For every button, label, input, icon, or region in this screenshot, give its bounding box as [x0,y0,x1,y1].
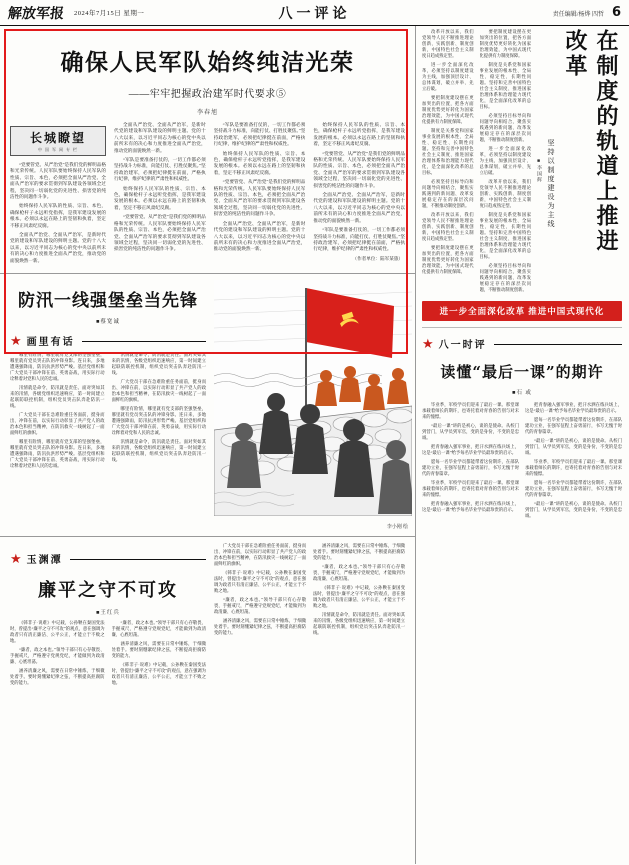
publication-date: 2024年7月15日 星期一 [74,10,145,17]
yuyuantan-col-2: “廉者，政之本也。”领导干部只有心存敬畏、手握戒尺，严格遵守党规党纪，才能做到为政清廉、心底坦荡。 涵养清廉之风，需要在日常中锤炼，于细微处着手。要时刻绷紧纪律之弦，不断提高拒腐防变的能力。 《韩非子·说难》中记载，公孙鞅在秦国变法时，曾提出“廉平之守不可攻”的观点，意在强调为政者只有清正廉洁、公平公正，才能立于不败之地。 [111,620,206,686]
flood-col-2: 汛情就是命令，防汛就是责任。面对突如其来的汛情，各级党组织迅速响应，第一时间建立起联防联控机制，组织党员突击队奔赴防汛一线。 广大党员干部在急难险重任务面前，挺身而出、冲锋在前，以实际行动彰显了共产党人的政治本色和担当精神，在防汛救灾一线树起了一面面鲜红的旗帜。 哪里有险情，哪里就有党支部的坚强堡垒，哪里就有党员突击队的冲锋身影。连日来，多地遭遇强降雨，防汛抗洪形势严峻。基层党组织和广大党员干部冲锋在前、英勇奋战，用实际行动诠释着对党和人民的忠诚。 汛情就是命令，防汛就是责任。面对突如其来的汛情，各级党组织迅速响应，第一时间建立起联防联控机制，组织党员突击队奔赴防汛一线。 [111,352,206,463]
page-body [0,26,629,864]
lead-subheadline: ——牢牢把握政治建军时代要求⑤ [128,89,287,100]
lead-signature: （作者单位：陆军某旅） [352,255,404,261]
lead-col-4: 始终保持人民军队的性质、宗旨、本色，确保枪杆子永远听党指挥，是我军建设发展的根本。必须以永远在路上的坚韧和执着，坚定不移正风肃纪反腐。 “党要管党、从严治党”是我们党的鲜明品格和光荣传统。人民军队要始终保持人民军队的性质、宗旨、本色，必须把全面从严治党、全面从严治军的要求贯彻到军队建设各领域全过程，坚决同一切弱化党的先进性、损害党的纯洁性的问题作斗争。 全面从严治党、全面从严治军，是新时代党的建设和军队建设的鲜明主题。党的十八大以来，以习近平同志为核心的党中央以前所未有的决心和力度推进全面从严治党，推动党的面貌焕然一新。 “军队是要准备打仗的，一切工作都必须坚持战斗力标准，向能打仗、打胜仗聚焦。”坚持政治建军，必须把纪律挺在前面，严格执行纪律，维护纪律的严肃性和权威性。 （作者单位：陆军某旅） [313,122,406,261]
bayi-byline: ■石 或 [512,390,532,396]
star-icon: ★ [10,333,22,349]
right-column [416,26,628,864]
campaign-banner: 进一步全面深化改革 推进中国式现代化 [422,301,622,321]
lead-article [0,26,415,267]
bayi-headline: 读懂“最后一课”的期许 [440,363,604,381]
left-column [0,26,416,864]
bayi-commentary-header [422,336,622,351]
yuyuantan-byline: ■王红兵 [96,610,120,617]
yuyuantan-article [0,537,415,689]
newspaper-logo: 解放军报 [7,5,65,22]
reform-subheadline: 坚持以制度建设为主线 [547,139,555,229]
illustration-block [214,280,412,530]
column-brand-box [10,126,106,156]
masthead [0,0,629,26]
flood-illustration [214,280,412,516]
divider-right [422,327,622,328]
picture-column-header [10,333,206,348]
masthead-right [553,5,621,20]
lead-col-2: 全面从严治党、全面从严治军，是新时代党的建设和军队建设的鲜明主题。党的十八大以来，以习近平同志为核心的党中央以前所未有的决心和力度推进全面从严治党，推动党的面貌焕然一新。 “军队是要准备打仗的，一切工作都必须坚持战斗力标准，向能打仗、打胜仗聚焦。”坚持政治建军，必须把纪律挺在前面，严格执行纪律，维护纪律的严肃性和权威性。 始终保持人民军队的性质、宗旨、本色，确保枪杆子永远听党指挥，是我军建设发展的根本。必须以永远在路上的坚韧和执着，坚定不移正风肃纪反腐。 “党要管党、从严治党”是我们党的鲜明品格和光荣传统。人民军队要始终保持人民军队的性质、宗旨、本色，必须把全面从严治党、全面从严治军的要求贯彻到军队建设各领域全过程，坚决同一切弱化党的先进性、损害党的纯洁性的问题作斗争。 [114,122,206,252]
header-rule [494,343,622,345]
reform-byline: ■李国辉 [536,159,541,183]
flood-byline: ■蔡宽诚 [96,319,120,326]
bayi-col-1: 毕业季，军校学员们迎来了最后一课。那堂课承载着师长的期许，也寄托着对青春的告别与对未来的憧憬。 “最后一课”讲的是初心，谈的是使命。从校门到营门，从学员到军官，变的是身份，不变的是忠诚。 把青春融入强军事业，把汗水洒在练兵场上，这是“最后一课”给予每名毕业学员最珍贵的启示。 愿每一名毕业学员都能带着这份期许，在部队建功立业，在强军征程上奋勇前行，书写无愧于时代的青春篇章。 毕业季，军校学员们迎来了最后一课。那堂课承载着师长的期许，也寄托着对青春的告别与对未来的憧憬。 把青春融入强军事业，把汗水洒在练兵场上，这是“最后一课”给予每名毕业学员最珍贵的启示。 [422,402,519,512]
reform-article-header [422,29,622,296]
reform-headline: 在制度的轨道上推进改革 [562,29,619,254]
bayi-commentary-label: 八一时评 [438,340,487,351]
section-title: 八一评论 [278,6,351,22]
yuyuantan-headline: 廉平之守不可攻 [38,580,178,602]
illustration-caption: 李小刚 绘 [386,525,408,531]
reform-col-1: 改革开放以来，我们党领导人民不断推进理论创新、实践创新、制度创新，中国特色社会主义制度日趋成熟定型。 进一步全面深化改革，必须坚持以制度建设为主线，加强顶层设计、总体谋划，破立并举、先立后破。 要把制度建设摆在更加突出的位置，把各方面制度优势更好转化为国家治理效能，为中国式现代化提供有力制度保障。 制度是关系党和国家事业发展的根本性、全局性、稳定性、长期性问题。坚持和完善中国特色社会主义制度、推进国家治理体系和治理能力现代化，是全面深化改革的总目标。 必须坚持目标导向和问题导向相结合，聚焦实践遇到的新问题、改革发展稳定存在的深层次问题，不断推动制度创新。 改革开放以来，我们党领导人民不断推进理论创新、实践创新、制度创新，中国特色社会主义制度日趋成熟定型。 要把制度建设摆在更加突出的位置，把各方面制度优势更好转化为国家治理效能，为中国式现代化提供有力制度保障。 [422,29,474,274]
header-rule [82,340,206,342]
yuyuantan-col-1: 《韩非子·说难》中记载，公孙鞅在秦国变法时，曾提出“廉平之守不可攻”的观点，意在强调为政者只有清正廉洁、公平公正，才能立于不败之地。 “廉者，政之本也。”领导干部只有心存敬畏、手握戒尺，严格遵守党规党纪，才能做到为政清廉、心底坦荡。 涵养清廉之风，需要在日常中锤炼，于细微处着手。要时刻绷紧纪律之弦，不断提高拒腐防变的能力。 [10,620,105,686]
page-number: 6 [611,5,621,20]
yuyuantan-column-header [10,551,206,566]
reform-col-2: 要把制度建设摆在更加突出的位置，把各方面制度优势更好转化为国家治理效能，为中国式现代化提供有力制度保障。 制度是关系党和国家事业发展的根本性、全局性、稳定性、长期性问题。坚持和完善中国特色社会主义制度、推进国家治理体系和治理能力现代化，是全面深化改革的总目标。 必须坚持目标导向和问题导向相结合，聚焦实践遇到的新问题、改革发展稳定存在的深层次问题，不断推动制度创新。 进一步全面深化改革，必须坚持以制度建设为主线，加强顶层设计、总体谋划，破立并举、先立后破。 改革开放以来，我们党领导人民不断推进理论创新、实践创新、制度创新，中国特色社会主义制度日趋成熟定型。 制度是关系党和国家事业发展的根本性、全局性、稳定性、长期性问题。坚持和完善中国特色社会主义制度、推进国家治理体系和治理能力现代化，是全面深化改革的总目标。 必须坚持目标导向和问题导向相结合，聚焦实践遇到的新问题、改革发展稳定存在的深层次问题，不断推动制度创新。 [479,29,531,292]
yuyuantan-col-4: 涵养清廉之风，需要在日常中锤炼，于细微处着手。要时刻绷紧纪律之弦，不断提高拒腐防变的能力。 “廉者，政之本也。”领导干部只有心存敬畏、手握戒尺，严格遵守党规党纪，才能做到为政清廉、心底坦荡。 《韩非子·说难》中记载，公孙鞅在秦国变法时，曾提出“廉平之守不可攻”的观点，意在强调为政者只有清正廉洁、公平公正，才能立于不败之地。 汛情就是命令，防汛就是责任。面对突如其来的汛情，各级党组织迅速响应，第一时间建立起联防联控机制，组织党员突击队奔赴防汛一线。 [313,543,405,636]
editor-credit: 责任编辑/杨烨 四哲 [552,12,604,18]
flood-headline: 防汛一线强堡垒当先锋 [18,291,198,312]
yuyuantan-column-label: 玉渊潭 [26,555,63,567]
bayi-col-2: 把青春融入强军事业，把汗水洒在练兵场上，这是“最后一课”给予每名毕业学员最珍贵的启示。 愿每一名毕业学员都能带着这份期许，在部队建功立业，在强军征程上奋勇前行，书写无愧于时代的青春篇章。 “最后一课”讲的是初心，谈的是使命。从校门到营门，从学员到军官，变的是身份，不变的是忠诚。 毕业季，军校学员们迎来了最后一课。那堂课承载着师长的期许，也寄托着对青春的告别与对未来的憧憬。 愿每一名毕业学员都能带着这份期许，在部队建功立业，在强军征程上奋勇前行，书写无愧于时代的青春篇章。 “最后一课”讲的是初心，谈的是使命。从校门到营门，从学员到军官，变的是身份，不变的是忠诚。 [525,402,622,518]
star-icon: ★ [422,336,434,351]
lead-col-1: “党要管党、从严治党”是我们党的鲜明品格和光荣传统。人民军队要始终保持人民军队的性质、宗旨、本色，必须把全面从严治党、全面从严治军的要求贯彻到军队建设各领域全过程，坚决同一切弱化党的先进性、损害党的纯洁性的问题作斗争。 始终保持人民军队的性质、宗旨、本色，确保枪杆子永远听党指挥，是我军建设发展的根本。必须以永远在路上的坚韧和执着，坚定不移正风肃纪反腐。 全面从严治党、全面从严治军，是新时代党的建设和军队建设的鲜明主题。党的十八大以来，以习近平同志为核心的党中央以前所未有的决心和力度推进全面从严治党，推动党的面貌焕然一新。 [10,162,106,263]
star-icon: ★ [10,551,22,567]
column-brand-name: 长城瞭望 [29,131,86,145]
flood-article [0,274,415,530]
flood-col-1: 哪里有险情，哪里就有党支部的坚强堡垒，哪里就有党员突击队的冲锋身影。连日来，多地遭遇强降雨，防汛抗洪形势严峻。基层党组织和广大党员干部冲锋在前、英勇奋战，用实际行动诠释着对党和人民的忠诚。 汛情就是命令，防汛就是责任。面对突如其来的汛情，各级党组织迅速响应，第一时间建立起联防联控机制，组织党员突击队奔赴防汛一线。 广大党员干部在急难险重任务面前，挺身而出、冲锋在前，以实际行动彰显了共产党人的政治本色和担当精神，在防汛救灾一线树起了一面面鲜红的旗帜。 哪里有险情，哪里就有党支部的坚强堡垒，哪里就有党员突击队的冲锋身影。连日来，多地遭遇强降雨，防汛抗洪形势严峻。基层党组织和广大党员干部冲锋在前、英勇奋战，用实际行动诠释着对党和人民的忠诚。 [10,352,105,469]
lead-byline: 李春旭 [196,110,218,116]
header-rule [70,558,206,560]
yuyuantan-col-3: 广大党员干部在急难险重任务面前，挺身而出、冲锋在前，以实际行动彰显了共产党人的政治本色和担当精神，在防汛救灾一线树起了一面面鲜红的旗帜。 《韩非子·说难》中记载，公孙鞅在秦国变法时，曾提出“廉平之守不可攻”的观点，意在强调为政者只有清正廉洁、公平公正，才能立于不败之地。 “廉者，政之本也。”领导干部只有心存敬畏、手握戒尺，严格遵守党规党纪，才能做到为政清廉、心底坦荡。 涵养清廉之风，需要在日常中锤炼，于细微处着手。要时刻绷紧纪律之弦，不断提高拒腐防变的能力。 [214,543,306,636]
picture-column-label: 画里有话 [26,337,75,349]
column-brand-sub: 中 国 军 网 专 栏 [38,147,78,152]
lead-headline: 确保人民军队始终纯洁光荣 [60,49,355,76]
lead-col-3: “军队是要准备打仗的，一切工作都必须坚持战斗力标准，向能打仗、打胜仗聚焦。”坚持政治建军，必须把纪律挺在前面，严格执行纪律，维护纪律的严肃性和权威性。 始终保持人民军队的性质、宗旨、本色，确保枪杆子永远听党指挥，是我军建设发展的根本。必须以永远在路上的坚韧和执着，坚定不移正风肃纪反腐。 “党要管党、从严治党”是我们党的鲜明品格和光荣传统。人民军队要始终保持人民军队的性质、宗旨、本色，必须把全面从严治党、全面从严治军的要求贯彻到军队建设各领域全过程，坚决同一切弱化党的先进性、损害党的纯洁性的问题作斗争。 全面从严治党、全面从严治军，是新时代党的建设和军队建设的鲜明主题。党的十八大以来，以习近平同志为核心的党中央以前所未有的决心和力度推进全面从严治党，推动党的面貌焕然一新。 [213,122,306,252]
